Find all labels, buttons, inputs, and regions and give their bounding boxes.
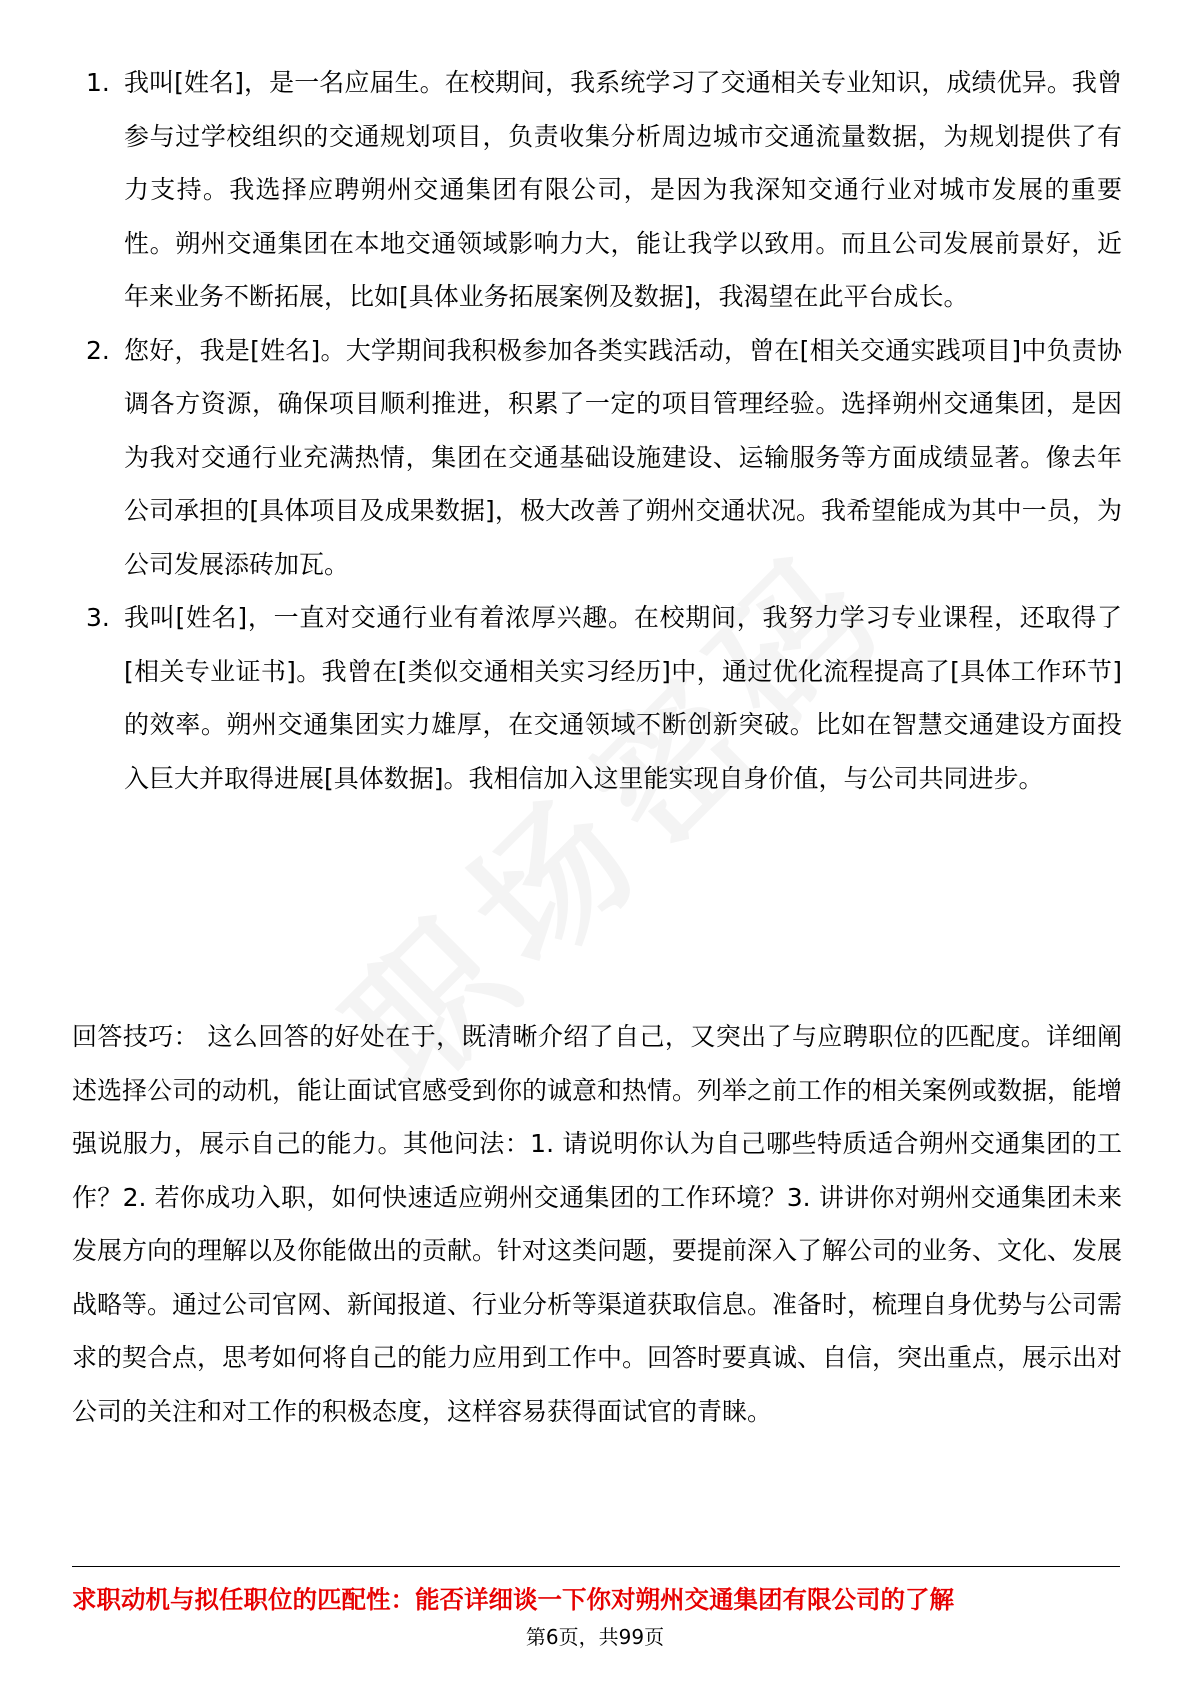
page-number: 第6页，共99页 (525, 1625, 665, 1649)
list-item-number: 2. (86, 335, 110, 365)
list-item-number: 3. (86, 603, 110, 632)
section-divider (72, 1566, 1120, 1567)
list-item (72, 324, 1122, 592)
list-item-text: 我叫[姓名]，是一名应届生。在校期间，我系统学习了交通相关专业知识，成绩优异。我曾参与过学校组织的交通规划项目，负责收集分析周边城市交通流量数据，为规划提供了有力支持。我选择应聘朔州交通集团有限公司，是因为我深知交通行业对城市发展的重要性。朔州交通集团在本地交通领域影响力大，能让我学以致用。而且公司发展前景好，近年来业务不断拓展，比如[具体业务拓展案例及数据]，我渴望在此平台成长。 (124, 68, 1122, 311)
list-item (72, 591, 1122, 805)
list-item-text: 我叫[姓名]，一直对交通行业有着浓厚兴趣。在校期间，我努力学习专业课程，还取得了[相关专业证书]。我曾在[类似交通相关实习经历]中，通过优化流程提高了[具体工作环节]的效率。朔州交通集团实力雄厚，在交通领域不断创新突破。比如在智慧交通建设方面投入巨大并取得进展[具体数据]。我相信加入这里能实现自身价值，与公司共同进步。 (124, 603, 1122, 793)
list-item-number: 1. (86, 68, 110, 97)
sample-answers-list (72, 56, 1122, 805)
list-item (72, 56, 1122, 324)
answer-tips-paragraph: 回答技巧： 这么回答的好处在于，既清晰介绍了自己，又突出了与应聘职位的匹配度。详细阐述选择公司的动机，能让面试官感受到你的诚意和热情。列举之前工作的相关案例或数据，能增强说服力，展示自己的能力。其他问法：1. 请说明你认为自己哪些特质适合朔州交通集团的工作？2. 若你成功入职，如何快速适应朔州交通集团的工作环境？3. 讲讲你对朔州交通集团未来发展方向的理解以及你能做出的贡献。针对这类问题，要提前深入了解公司的业务、文化、发展战略等。通过公司官网、新闻报道、行业分析等渠道获取信息。准备时，梳理自身优势与公司需求的契合点，思考如何将自己的能力应用到工作中。回答时要真诚、自信，突出重点，展示出对公司的关注和对工作的积极态度，这样容易获得面试官的青睐。 (72, 1022, 1123, 1426)
next-question-heading: 求职动机与拟任职位的匹配性：能否详细谈一下你对朔州交通集团有限公司的了解 (72, 1585, 954, 1614)
list-item-text: 您好，我是[姓名]。大学期间我积极参加各类实践活动，曾在[相关交通实践项目]中负责协调各方资源，确保项目顺利推进，积累了一定的项目管理经验。选择朔州交通集团，是因为我对交通行业充满热情，集团在交通基础设施建设、运输服务等方面成绩显著。像去年公司承担的[具体项目及成果数据]，极大改善了朔州交通状况。我希望能成为其中一员，为公司发展添砖加瓦。 (124, 335, 1122, 579)
